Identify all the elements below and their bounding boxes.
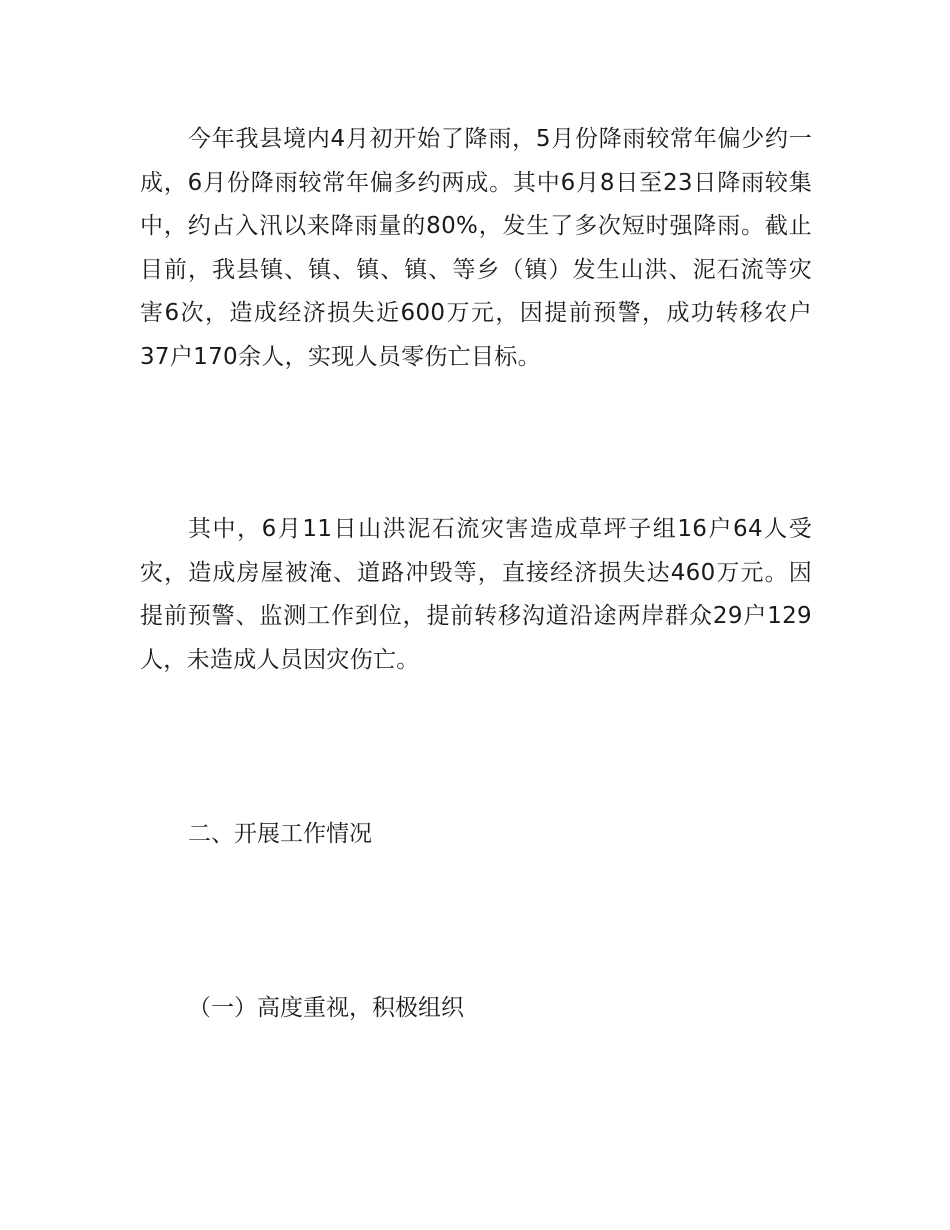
body-paragraph-disaster-detail: 其中，6月11日山洪泥石流灾害造成草坪子组16户64人受灾，造成房屋被淹、道路冲毁等，直接经济损失达460万元。因提前预警、监测工作到位，提前转移沟道沿途两岸群众29户129人，未造成人员因灾伤亡。 [140, 516, 812, 673]
section-heading: 二、开展工作情况 [188, 821, 372, 847]
body-paragraph-rainfall-summary: 今年我县境内4月初开始了降雨，5月份降雨较常年偏少约一成，6月份降雨较常年偏多约两成。其中6月8日至23日降雨较集中，约占入汛以来降雨量的80%，发生了多次短时强降雨。截止目前，我县镇、镇、镇、镇、等乡（镇）发生山洪、泥石流等灾害6次，造成经济损失近600万元，因提前预警，成功转移农户37户170余人，实现人员零伤亡目标。 [140, 126, 812, 370]
subsection-heading: （一）高度重视，积极组织 [188, 995, 464, 1021]
